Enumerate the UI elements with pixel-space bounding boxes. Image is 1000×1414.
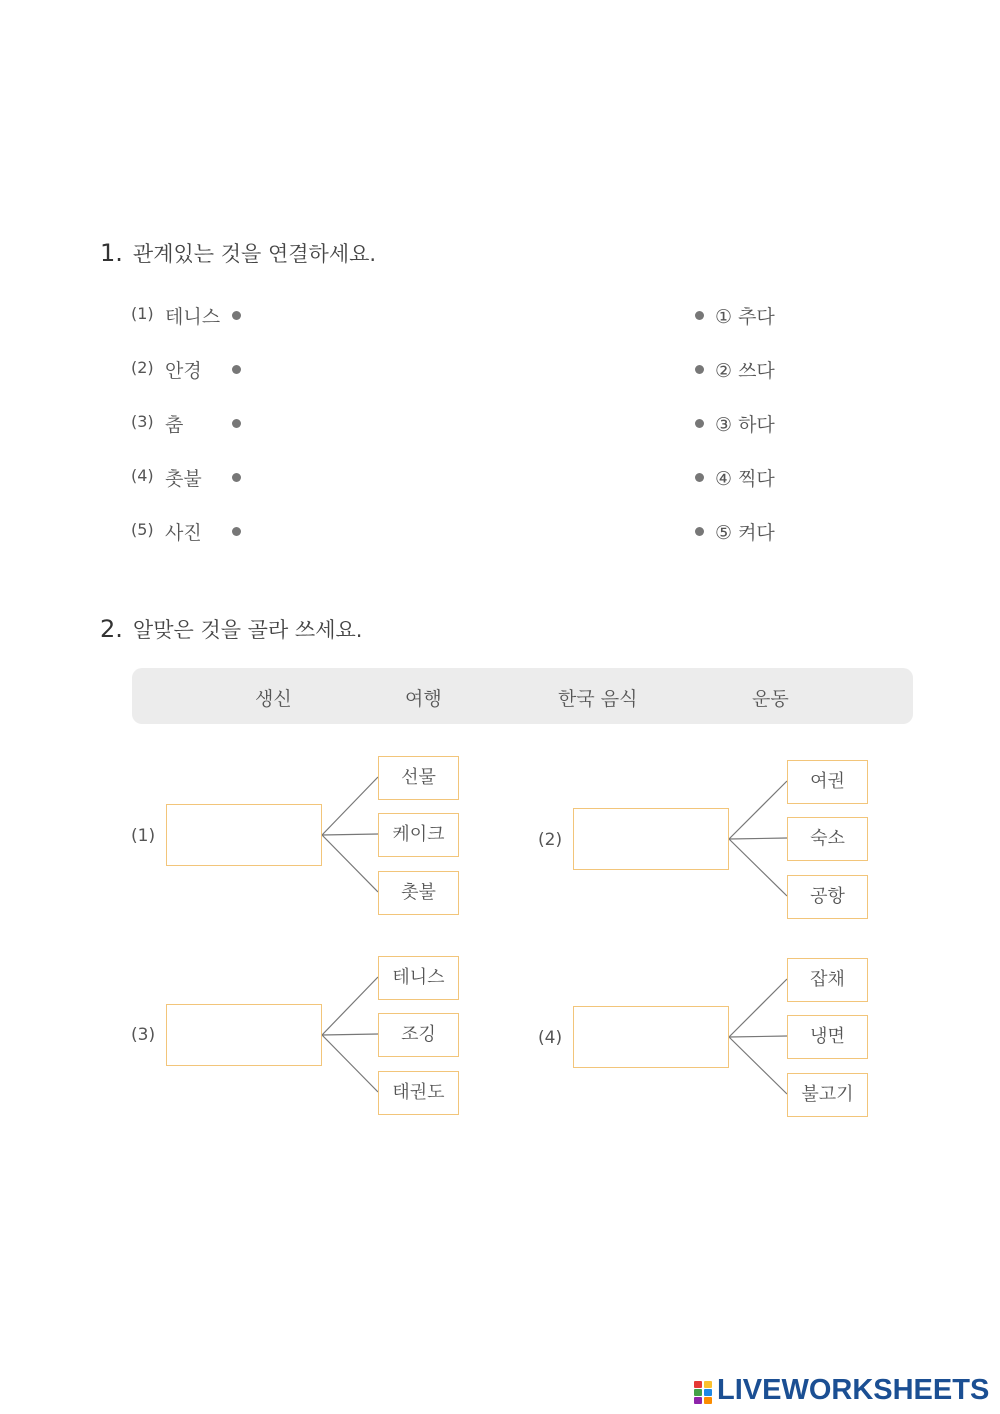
answer-input-2[interactable] — [573, 808, 729, 870]
group-number: (2) — [538, 830, 563, 850]
hint-word-box: 조깅 — [378, 1013, 459, 1057]
match-left-number: (1) — [131, 304, 154, 323]
hint-word-box: 촛불 — [378, 871, 459, 915]
group-number: (4) — [538, 1028, 563, 1048]
match-right-item: ③ 하다 — [715, 414, 775, 436]
match-left-word: 촛불 — [165, 468, 202, 490]
connector-line — [729, 839, 787, 896]
match-left-word: 춤 — [165, 414, 184, 436]
answer-input-4[interactable] — [573, 1006, 729, 1068]
word-bank-item: 운동 — [752, 688, 789, 710]
question-1-number: 1. — [100, 239, 123, 267]
word-bank-item: 여행 — [405, 688, 442, 710]
match-left-word: 사진 — [165, 522, 202, 544]
answer-input-1[interactable] — [166, 804, 322, 866]
hint-word-box: 숙소 — [787, 817, 868, 861]
liveworksheets-logo-icon — [694, 1379, 714, 1403]
answer-input-3[interactable] — [166, 1004, 322, 1066]
connector-line — [729, 781, 787, 839]
hint-word-box: 케이크 — [378, 813, 459, 857]
group-number: (1) — [131, 826, 156, 846]
match-left-number: (4) — [131, 466, 154, 485]
connector-line — [729, 838, 787, 839]
match-right-item: ① 추다 — [715, 306, 775, 328]
hint-word-box: 공항 — [787, 875, 868, 919]
connector-line — [322, 777, 378, 835]
match-left-number: (3) — [131, 412, 154, 431]
match-left-number: (5) — [131, 520, 154, 539]
question-2-instruction: 알맞은 것을 골라 쓰세요. — [132, 618, 363, 642]
question-1-instruction: 관계있는 것을 연결하세요. — [132, 242, 377, 266]
hint-word-box: 잡채 — [787, 958, 868, 1002]
word-bank-item: 한국 음식 — [558, 688, 638, 710]
connector-line — [322, 834, 378, 835]
liveworksheets-logo[interactable] — [694, 1374, 989, 1406]
connector-line — [729, 979, 787, 1037]
connector-line — [322, 977, 378, 1035]
connector-line — [729, 1037, 787, 1094]
hint-word-box: 여권 — [787, 760, 868, 804]
hint-word-box: 태권도 — [378, 1071, 459, 1115]
connector-line — [322, 835, 378, 892]
word-bank-item: 생신 — [255, 688, 292, 710]
match-left-word: 테니스 — [165, 306, 221, 328]
connector-line — [729, 1036, 787, 1037]
hint-word-box: 불고기 — [787, 1073, 868, 1117]
hint-word-box: 선물 — [378, 756, 459, 800]
logo-text: LIVEWORKSHEETS — [717, 1374, 990, 1406]
hint-word-box: 냉면 — [787, 1015, 868, 1059]
hint-word-box: 테니스 — [378, 956, 459, 1000]
connector-line — [322, 1035, 378, 1092]
match-left-number: (2) — [131, 358, 154, 377]
match-right-item: ⑤ 켜다 — [715, 522, 775, 544]
match-right-item: ④ 찍다 — [715, 468, 775, 490]
question-2-number: 2. — [100, 615, 123, 643]
match-left-word: 안경 — [165, 360, 202, 382]
match-right-item: ② 쓰다 — [715, 360, 775, 382]
group-number: (3) — [131, 1025, 156, 1045]
connector-line — [322, 1034, 378, 1035]
